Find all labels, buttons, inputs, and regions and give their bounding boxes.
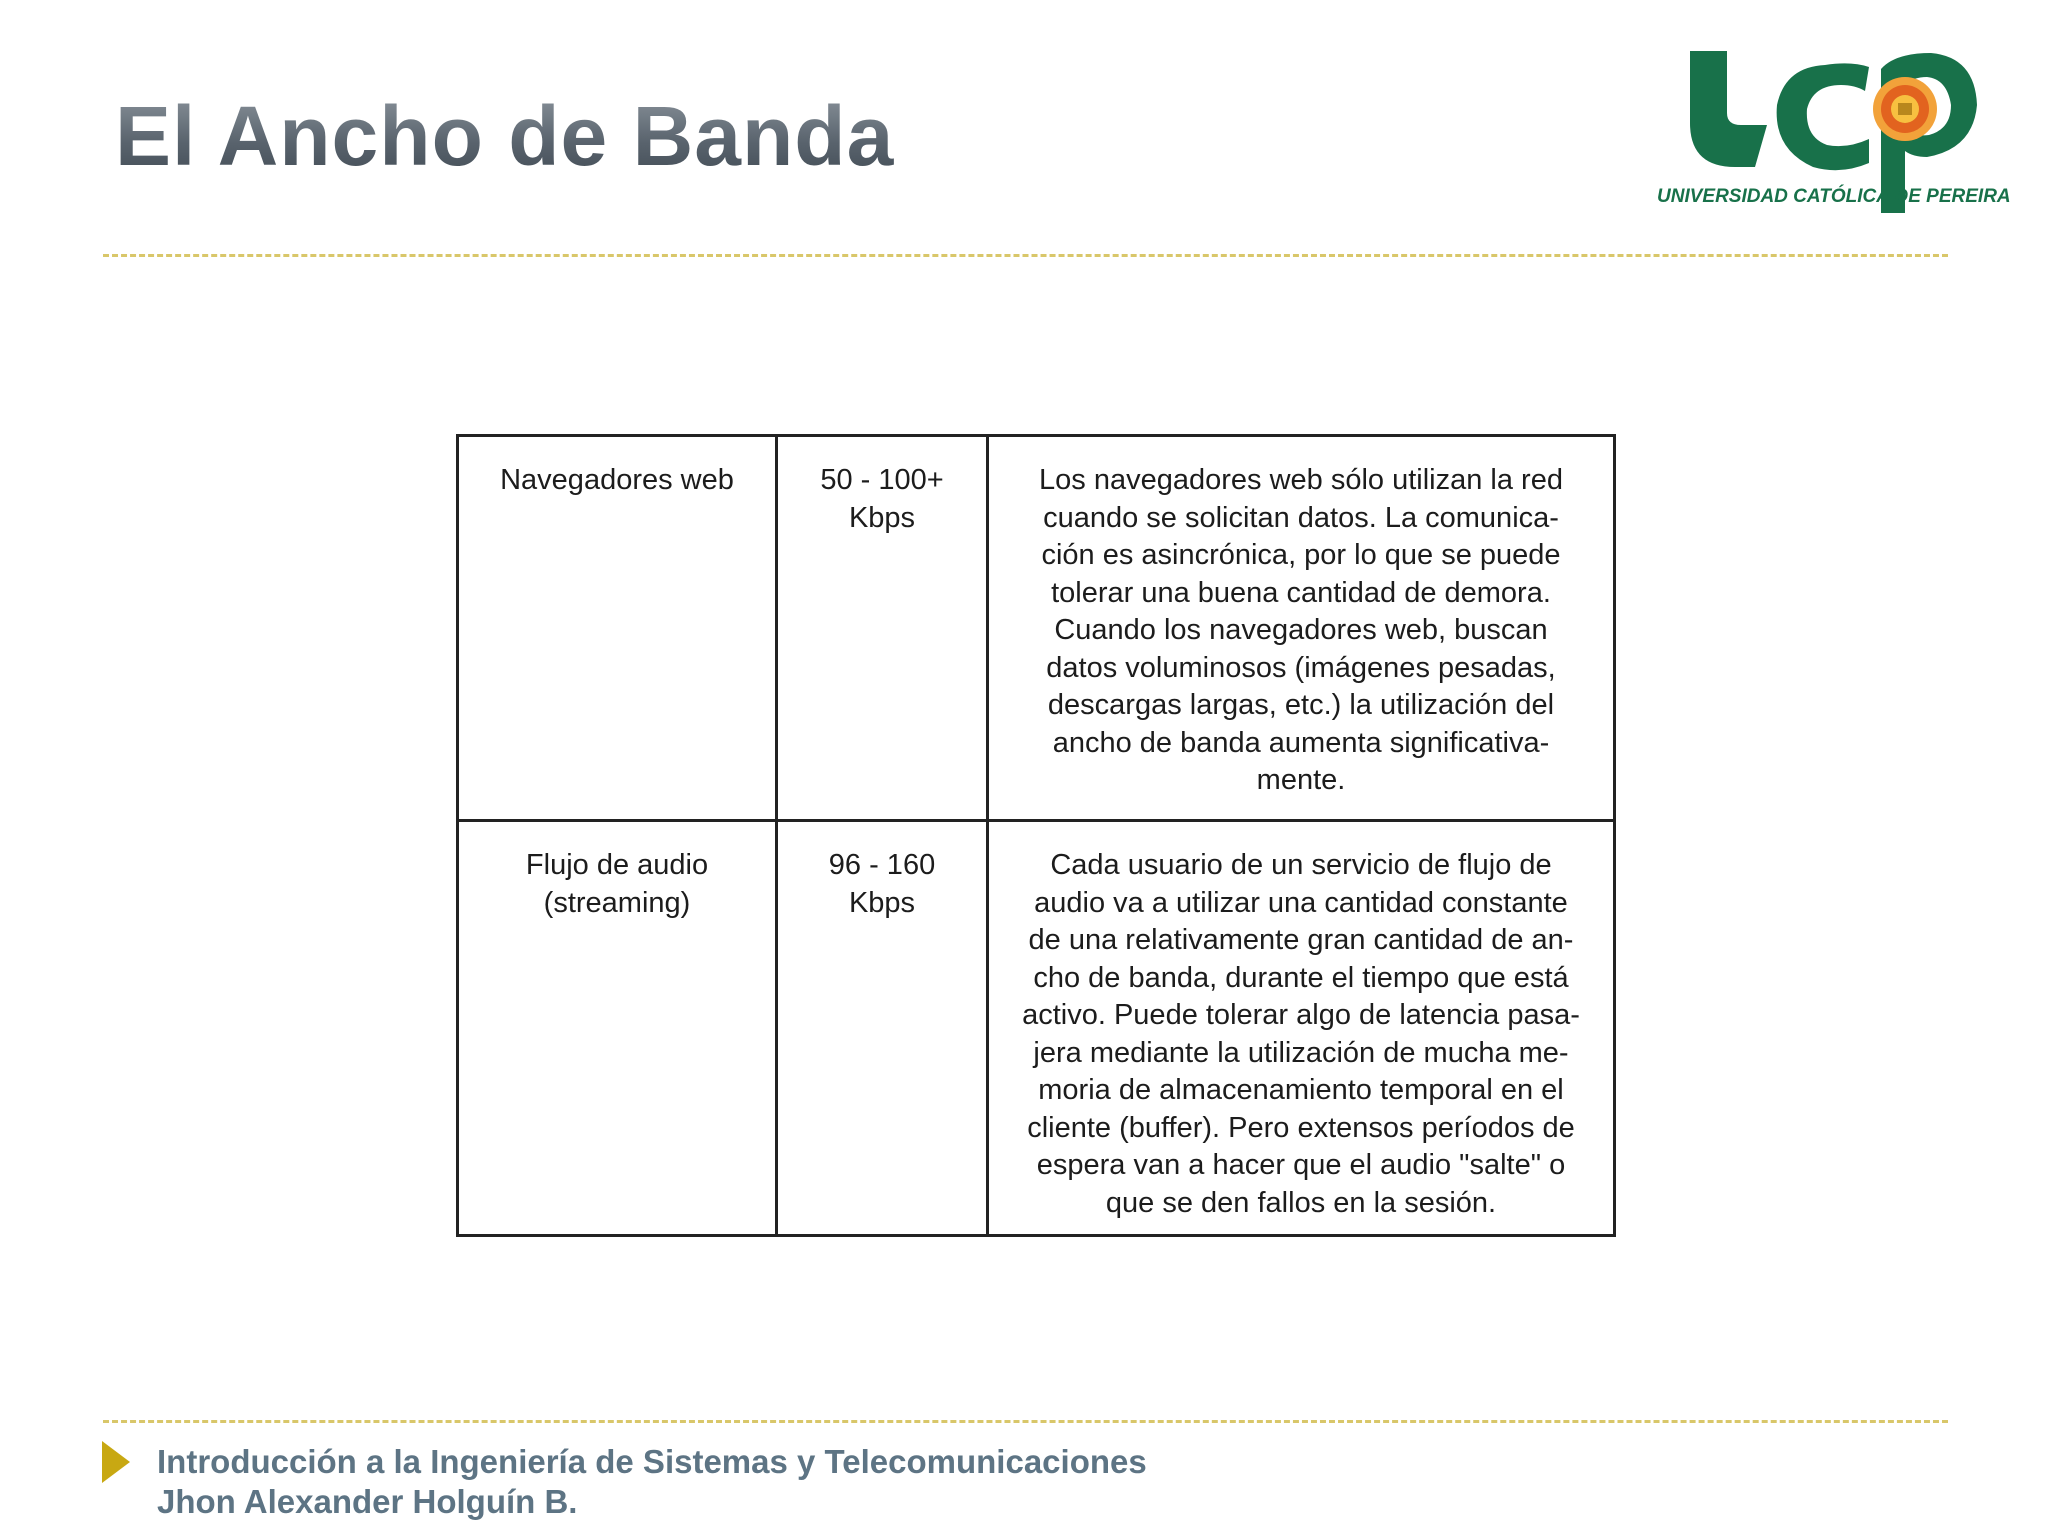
description-cell: Cada usuario de un servicio de flujo de audio va a utilizar una cantidad constante de una relativamente gran cantidad de an- cho de banda, durante el tiempo que está activo. Puede tolerar algo de latencia pasa- jera mediante la utilización de mucha me- moria de almacenamiento temporal en el cliente (buffer). Pero extensos períodos de espera van a hacer que el audio "salte" o que se den fallos en la sesión. bbox=[988, 821, 1615, 1236]
bandwidth-table bbox=[456, 434, 1616, 1237]
footer bbox=[157, 1442, 1147, 1522]
table-row bbox=[458, 821, 1615, 1236]
bandwidth-cell: 96 - 160 Kbps bbox=[777, 821, 988, 1236]
description-cell: Los navegadores web sólo utilizan la red cuando se solicitan datos. La comunica- ción es asincrónica, por lo que se puede tolerar una buena cantidad de demora. Cuando los navegadores web, buscan datos voluminosos (imágenes pesadas, descargas largas, etc.) la utilización del ancho de banda aumenta significativa- mente. bbox=[988, 436, 1615, 821]
application-cell: Flujo de audio (streaming) bbox=[458, 821, 777, 1236]
slide-title: El Ancho de Banda bbox=[115, 89, 895, 183]
bottom-divider bbox=[103, 1420, 1948, 1423]
application-cell: Navegadores web bbox=[458, 436, 777, 821]
triangle-bullet-icon bbox=[102, 1441, 130, 1483]
logo-caption: UNIVERSIDAD CATÓLICA DE PEREIRA bbox=[1657, 186, 2011, 207]
ucp-logo-icon bbox=[1655, 45, 2020, 225]
bandwidth-cell: 50 - 100+ Kbps bbox=[777, 436, 988, 821]
top-divider bbox=[103, 254, 1948, 257]
footer-course: Introducción a la Ingeniería de Sistemas y Telecomunicaciones bbox=[157, 1443, 1147, 1480]
university-logo bbox=[1655, 45, 2020, 225]
footer-author: Jhon Alexander Holguín B. bbox=[157, 1483, 578, 1520]
table-row bbox=[458, 436, 1615, 821]
